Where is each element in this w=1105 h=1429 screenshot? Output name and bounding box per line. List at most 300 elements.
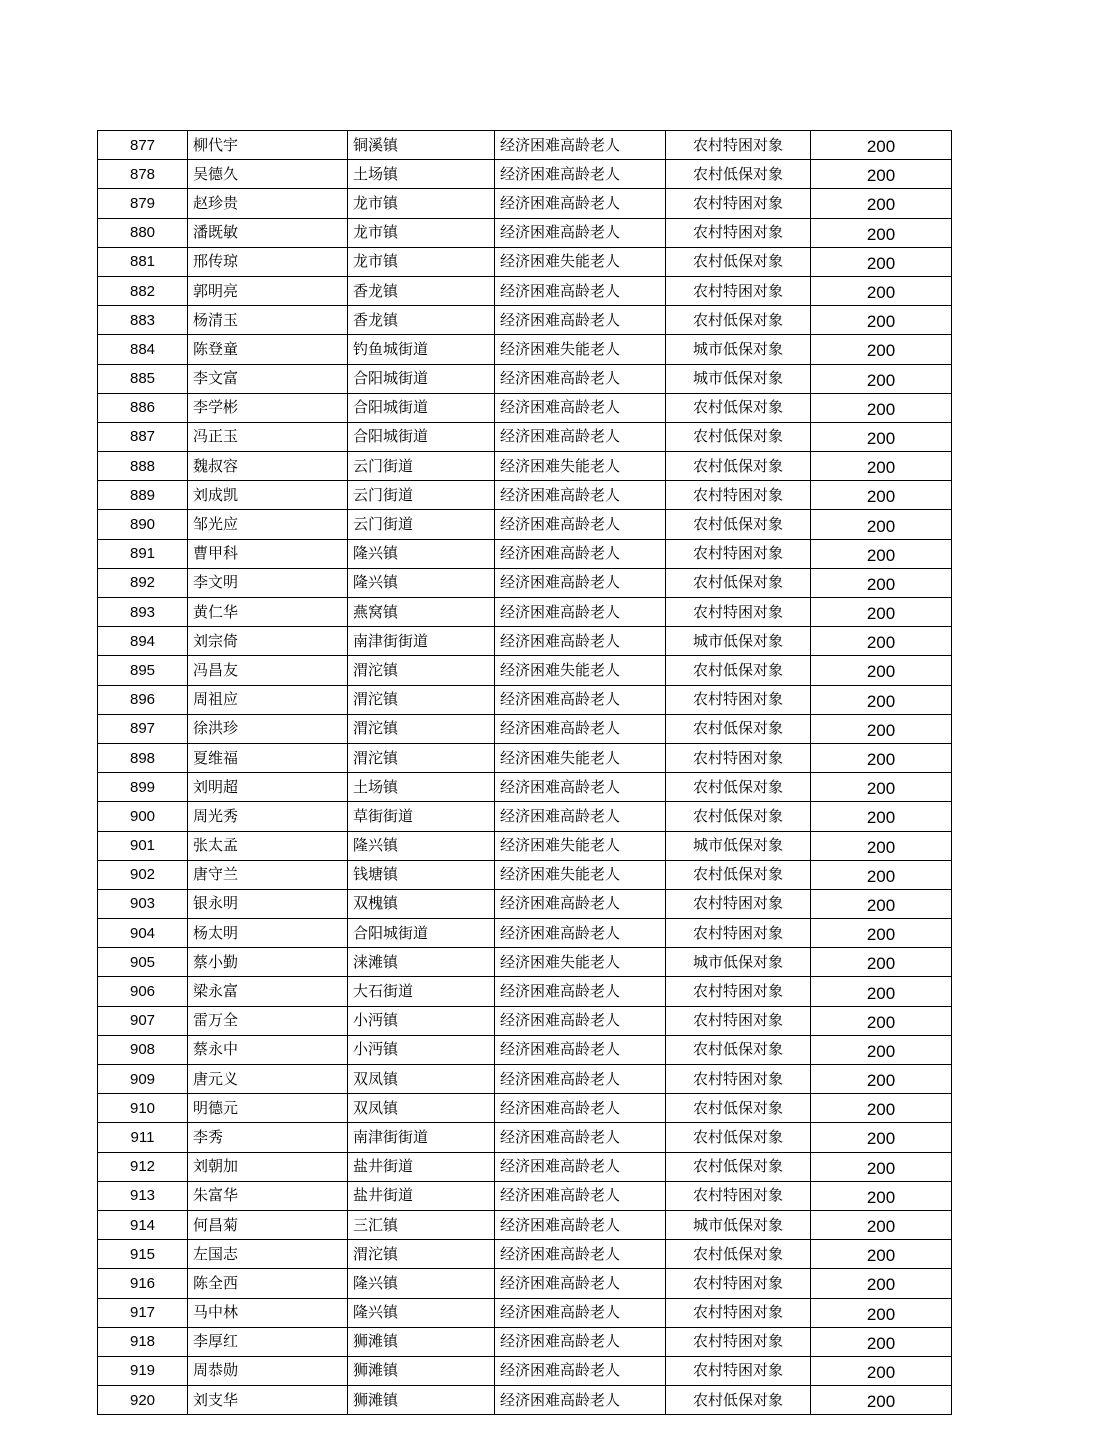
- cell-serial-number: 907: [98, 1006, 188, 1035]
- cell-subsidy-type: 经济困难高龄老人: [495, 160, 666, 189]
- cell-subsidy-type: 经济困难高龄老人: [495, 598, 666, 627]
- cell-town: 香龙镇: [348, 276, 495, 305]
- table-row: [98, 481, 952, 510]
- cell-town: 狮滩镇: [348, 1356, 495, 1385]
- cell-serial-number: 893: [98, 598, 188, 627]
- cell-amount: 200: [811, 977, 952, 1006]
- cell-subsidy-type: 经济困难高龄老人: [495, 393, 666, 422]
- table-row: [98, 1298, 952, 1327]
- table-row: [98, 189, 952, 218]
- cell-name: 冯昌友: [188, 656, 348, 685]
- cell-town: 龙市镇: [348, 247, 495, 276]
- cell-amount: 200: [811, 1094, 952, 1123]
- cell-town: 草街街道: [348, 802, 495, 831]
- cell-category: 农村低保对象: [666, 1152, 811, 1181]
- cell-amount: 200: [811, 539, 952, 568]
- cell-amount: 200: [811, 1065, 952, 1094]
- cell-amount: 200: [811, 1152, 952, 1181]
- cell-name: 周祖应: [188, 685, 348, 714]
- cell-subsidy-type: 经济困难高龄老人: [495, 1181, 666, 1210]
- cell-town: 云门街道: [348, 510, 495, 539]
- cell-serial-number: 889: [98, 481, 188, 510]
- cell-town: 隆兴镇: [348, 1269, 495, 1298]
- cell-category: 农村低保对象: [666, 160, 811, 189]
- cell-serial-number: 898: [98, 743, 188, 772]
- table-row: [98, 422, 952, 451]
- cell-serial-number: 883: [98, 306, 188, 335]
- cell-serial-number: 911: [98, 1123, 188, 1152]
- cell-serial-number: 909: [98, 1065, 188, 1094]
- cell-amount: 200: [811, 656, 952, 685]
- cell-serial-number: 895: [98, 656, 188, 685]
- cell-town: 隆兴镇: [348, 568, 495, 597]
- cell-amount: 200: [811, 1035, 952, 1064]
- cell-amount: 200: [811, 1123, 952, 1152]
- table-row: [98, 539, 952, 568]
- cell-serial-number: 906: [98, 977, 188, 1006]
- cell-category: 农村特困对象: [666, 218, 811, 247]
- cell-category: 农村低保对象: [666, 1094, 811, 1123]
- cell-name: 李学彬: [188, 393, 348, 422]
- cell-town: 南津街街道: [348, 1123, 495, 1152]
- cell-category: 农村特困对象: [666, 481, 811, 510]
- table-row: [98, 1356, 952, 1385]
- cell-category: 农村低保对象: [666, 714, 811, 743]
- cell-category: 农村低保对象: [666, 773, 811, 802]
- cell-name: 唐元义: [188, 1065, 348, 1094]
- cell-serial-number: 887: [98, 422, 188, 451]
- cell-category: 农村特困对象: [666, 539, 811, 568]
- cell-category: 农村低保对象: [666, 568, 811, 597]
- cell-serial-number: 897: [98, 714, 188, 743]
- cell-subsidy-type: 经济困难高龄老人: [495, 481, 666, 510]
- cell-town: 三汇镇: [348, 1210, 495, 1239]
- cell-name: 刘宗倚: [188, 627, 348, 656]
- cell-serial-number: 888: [98, 452, 188, 481]
- cell-serial-number: 880: [98, 218, 188, 247]
- cell-subsidy-type: 经济困难高龄老人: [495, 1094, 666, 1123]
- cell-amount: 200: [811, 919, 952, 948]
- cell-town: 香龙镇: [348, 306, 495, 335]
- cell-subsidy-type: 经济困难高龄老人: [495, 1356, 666, 1385]
- table-row: [98, 276, 952, 305]
- cell-subsidy-type: 经济困难高龄老人: [495, 131, 666, 160]
- cell-subsidy-type: 经济困难高龄老人: [495, 1240, 666, 1269]
- cell-town: 隆兴镇: [348, 539, 495, 568]
- cell-name: 曹甲科: [188, 539, 348, 568]
- cell-category: 农村特困对象: [666, 1181, 811, 1210]
- cell-category: 农村低保对象: [666, 510, 811, 539]
- cell-name: 何昌菊: [188, 1210, 348, 1239]
- cell-category: 农村特困对象: [666, 977, 811, 1006]
- cell-amount: 200: [811, 568, 952, 597]
- cell-town: 涞滩镇: [348, 948, 495, 977]
- table-row: [98, 1065, 952, 1094]
- table-row: [98, 335, 952, 364]
- cell-town: 合阳城街道: [348, 422, 495, 451]
- cell-amount: 200: [811, 627, 952, 656]
- cell-serial-number: 901: [98, 831, 188, 860]
- cell-amount: 200: [811, 1240, 952, 1269]
- cell-category: 农村低保对象: [666, 452, 811, 481]
- cell-name: 银永明: [188, 889, 348, 918]
- cell-name: 刘成凯: [188, 481, 348, 510]
- table-row: [98, 364, 952, 393]
- cell-town: 渭沱镇: [348, 1240, 495, 1269]
- cell-amount: 200: [811, 1386, 952, 1415]
- cell-town: 双槐镇: [348, 889, 495, 918]
- cell-name: 陈全西: [188, 1269, 348, 1298]
- cell-category: 农村特困对象: [666, 276, 811, 305]
- cell-name: 魏叔容: [188, 452, 348, 481]
- table-row: [98, 1006, 952, 1035]
- cell-name: 唐守兰: [188, 860, 348, 889]
- cell-serial-number: 894: [98, 627, 188, 656]
- cell-name: 李厚红: [188, 1327, 348, 1356]
- cell-serial-number: 917: [98, 1298, 188, 1327]
- cell-amount: 200: [811, 714, 952, 743]
- cell-subsidy-type: 经济困难失能老人: [495, 335, 666, 364]
- cell-town: 云门街道: [348, 452, 495, 481]
- cell-town: 隆兴镇: [348, 831, 495, 860]
- cell-town: 合阳城街道: [348, 364, 495, 393]
- cell-name: 周光秀: [188, 802, 348, 831]
- cell-subsidy-type: 经济困难高龄老人: [495, 714, 666, 743]
- table-row: [98, 1152, 952, 1181]
- table-row: [98, 831, 952, 860]
- cell-town: 钓鱼城街道: [348, 335, 495, 364]
- table-row: [98, 802, 952, 831]
- cell-subsidy-type: 经济困难高龄老人: [495, 1269, 666, 1298]
- cell-subsidy-type: 经济困难高龄老人: [495, 1386, 666, 1415]
- cell-amount: 200: [811, 160, 952, 189]
- table-row: [98, 1035, 952, 1064]
- cell-category: 城市低保对象: [666, 1210, 811, 1239]
- cell-serial-number: 885: [98, 364, 188, 393]
- cell-town: 合阳城街道: [348, 919, 495, 948]
- cell-name: 李文明: [188, 568, 348, 597]
- cell-subsidy-type: 经济困难失能老人: [495, 743, 666, 772]
- cell-amount: 200: [811, 510, 952, 539]
- cell-subsidy-type: 经济困难高龄老人: [495, 1035, 666, 1064]
- table-row: [98, 889, 952, 918]
- cell-category: 城市低保对象: [666, 335, 811, 364]
- table-row: [98, 860, 952, 889]
- cell-serial-number: 904: [98, 919, 188, 948]
- cell-amount: 200: [811, 685, 952, 714]
- cell-category: 城市低保对象: [666, 948, 811, 977]
- cell-name: 蔡永中: [188, 1035, 348, 1064]
- cell-subsidy-type: 经济困难高龄老人: [495, 627, 666, 656]
- cell-amount: 200: [811, 247, 952, 276]
- cell-category: 农村特困对象: [666, 1269, 811, 1298]
- cell-town: 双凤镇: [348, 1094, 495, 1123]
- cell-serial-number: 890: [98, 510, 188, 539]
- cell-category: 农村特困对象: [666, 1298, 811, 1327]
- cell-name: 雷万全: [188, 1006, 348, 1035]
- cell-category: 农村低保对象: [666, 802, 811, 831]
- cell-amount: 200: [811, 743, 952, 772]
- table-row: [98, 1240, 952, 1269]
- cell-serial-number: 878: [98, 160, 188, 189]
- cell-category: 农村低保对象: [666, 1123, 811, 1152]
- cell-category: 农村特困对象: [666, 1356, 811, 1385]
- cell-name: 赵珍贵: [188, 189, 348, 218]
- table-row: [98, 1181, 952, 1210]
- cell-amount: 200: [811, 889, 952, 918]
- cell-amount: 200: [811, 481, 952, 510]
- table-row: [98, 1094, 952, 1123]
- cell-name: 周恭勋: [188, 1356, 348, 1385]
- cell-subsidy-type: 经济困难高龄老人: [495, 773, 666, 802]
- cell-serial-number: 896: [98, 685, 188, 714]
- cell-serial-number: 912: [98, 1152, 188, 1181]
- cell-town: 燕窝镇: [348, 598, 495, 627]
- table-row: [98, 656, 952, 685]
- cell-amount: 200: [811, 1210, 952, 1239]
- table-row: [98, 306, 952, 335]
- cell-amount: 200: [811, 598, 952, 627]
- cell-name: 柳代宇: [188, 131, 348, 160]
- cell-subsidy-type: 经济困难失能老人: [495, 831, 666, 860]
- cell-serial-number: 879: [98, 189, 188, 218]
- cell-serial-number: 916: [98, 1269, 188, 1298]
- cell-town: 钱塘镇: [348, 860, 495, 889]
- cell-category: 农村低保对象: [666, 656, 811, 685]
- cell-serial-number: 913: [98, 1181, 188, 1210]
- table-row: [98, 714, 952, 743]
- cell-subsidy-type: 经济困难高龄老人: [495, 276, 666, 305]
- cell-subsidy-type: 经济困难高龄老人: [495, 539, 666, 568]
- cell-amount: 200: [811, 1006, 952, 1035]
- cell-category: 农村特困对象: [666, 743, 811, 772]
- cell-town: 盐井街道: [348, 1181, 495, 1210]
- cell-category: 农村低保对象: [666, 1386, 811, 1415]
- cell-amount: 200: [811, 189, 952, 218]
- cell-category: 农村特困对象: [666, 131, 811, 160]
- table-row: [98, 1386, 952, 1415]
- table-row: [98, 452, 952, 481]
- cell-amount: 200: [811, 422, 952, 451]
- table-row: [98, 160, 952, 189]
- cell-subsidy-type: 经济困难高龄老人: [495, 422, 666, 451]
- cell-amount: 200: [811, 1356, 952, 1385]
- cell-serial-number: 891: [98, 539, 188, 568]
- cell-category: 农村特困对象: [666, 919, 811, 948]
- cell-amount: 200: [811, 860, 952, 889]
- cell-category: 城市低保对象: [666, 364, 811, 393]
- cell-name: 梁永富: [188, 977, 348, 1006]
- cell-town: 渭沱镇: [348, 743, 495, 772]
- cell-name: 郭明亮: [188, 276, 348, 305]
- cell-subsidy-type: 经济困难高龄老人: [495, 1152, 666, 1181]
- cell-name: 朱富华: [188, 1181, 348, 1210]
- cell-name: 明德元: [188, 1094, 348, 1123]
- cell-subsidy-type: 经济困难高龄老人: [495, 1123, 666, 1152]
- cell-subsidy-type: 经济困难高龄老人: [495, 1327, 666, 1356]
- table-row: [98, 948, 952, 977]
- cell-subsidy-type: 经济困难高龄老人: [495, 1006, 666, 1035]
- cell-town: 土场镇: [348, 160, 495, 189]
- cell-town: 铜溪镇: [348, 131, 495, 160]
- cell-serial-number: 877: [98, 131, 188, 160]
- cell-amount: 200: [811, 131, 952, 160]
- cell-serial-number: 882: [98, 276, 188, 305]
- cell-subsidy-type: 经济困难高龄老人: [495, 919, 666, 948]
- cell-serial-number: 881: [98, 247, 188, 276]
- cell-serial-number: 886: [98, 393, 188, 422]
- table-row: [98, 568, 952, 597]
- table-row: [98, 685, 952, 714]
- cell-amount: 200: [811, 218, 952, 247]
- table-row: [98, 1123, 952, 1152]
- cell-amount: 200: [811, 1269, 952, 1298]
- cell-category: 农村低保对象: [666, 1035, 811, 1064]
- cell-name: 刘支华: [188, 1386, 348, 1415]
- cell-town: 隆兴镇: [348, 1298, 495, 1327]
- cell-amount: 200: [811, 276, 952, 305]
- table-row: [98, 743, 952, 772]
- cell-town: 龙市镇: [348, 218, 495, 247]
- cell-category: 农村特困对象: [666, 889, 811, 918]
- cell-category: 农村低保对象: [666, 422, 811, 451]
- cell-town: 双凤镇: [348, 1065, 495, 1094]
- table-row: [98, 131, 952, 160]
- table-row: [98, 1269, 952, 1298]
- cell-name: 冯正玉: [188, 422, 348, 451]
- table-row: [98, 218, 952, 247]
- cell-town: 狮滩镇: [348, 1386, 495, 1415]
- cell-name: 李秀: [188, 1123, 348, 1152]
- cell-subsidy-type: 经济困难高龄老人: [495, 802, 666, 831]
- cell-name: 李文富: [188, 364, 348, 393]
- cell-name: 杨太明: [188, 919, 348, 948]
- table-row: [98, 773, 952, 802]
- cell-name: 邹光应: [188, 510, 348, 539]
- cell-amount: 200: [811, 393, 952, 422]
- cell-name: 蔡小勤: [188, 948, 348, 977]
- cell-town: 云门街道: [348, 481, 495, 510]
- cell-category: 城市低保对象: [666, 831, 811, 860]
- cell-amount: 200: [811, 831, 952, 860]
- table-row: [98, 627, 952, 656]
- cell-amount: 200: [811, 1327, 952, 1356]
- cell-serial-number: 899: [98, 773, 188, 802]
- cell-town: 南津街街道: [348, 627, 495, 656]
- cell-subsidy-type: 经济困难高龄老人: [495, 1210, 666, 1239]
- cell-category: 农村特困对象: [666, 598, 811, 627]
- cell-amount: 200: [811, 1298, 952, 1327]
- cell-name: 刘明超: [188, 773, 348, 802]
- cell-category: 农村低保对象: [666, 1240, 811, 1269]
- cell-category: 农村特困对象: [666, 189, 811, 218]
- cell-name: 杨清玉: [188, 306, 348, 335]
- subsidy-table: [97, 130, 952, 1415]
- table-body: [98, 131, 952, 1415]
- cell-subsidy-type: 经济困难失能老人: [495, 948, 666, 977]
- cell-serial-number: 905: [98, 948, 188, 977]
- cell-town: 合阳城街道: [348, 393, 495, 422]
- cell-serial-number: 920: [98, 1386, 188, 1415]
- table-row: [98, 247, 952, 276]
- cell-category: 农村特困对象: [666, 685, 811, 714]
- cell-amount: 200: [811, 306, 952, 335]
- cell-subsidy-type: 经济困难高龄老人: [495, 1298, 666, 1327]
- cell-category: 农村低保对象: [666, 860, 811, 889]
- cell-serial-number: 915: [98, 1240, 188, 1269]
- table-row: [98, 919, 952, 948]
- cell-amount: 200: [811, 452, 952, 481]
- cell-subsidy-type: 经济困难高龄老人: [495, 306, 666, 335]
- cell-serial-number: 884: [98, 335, 188, 364]
- cell-subsidy-type: 经济困难失能老人: [495, 247, 666, 276]
- cell-subsidy-type: 经济困难高龄老人: [495, 218, 666, 247]
- cell-town: 盐井街道: [348, 1152, 495, 1181]
- cell-category: 农村低保对象: [666, 247, 811, 276]
- cell-serial-number: 900: [98, 802, 188, 831]
- cell-serial-number: 908: [98, 1035, 188, 1064]
- table-row: [98, 393, 952, 422]
- table-row: [98, 1327, 952, 1356]
- cell-subsidy-type: 经济困难高龄老人: [495, 685, 666, 714]
- table-row: [98, 510, 952, 539]
- cell-name: 马中林: [188, 1298, 348, 1327]
- cell-amount: 200: [811, 335, 952, 364]
- cell-name: 徐洪珍: [188, 714, 348, 743]
- cell-town: 土场镇: [348, 773, 495, 802]
- cell-subsidy-type: 经济困难失能老人: [495, 656, 666, 685]
- cell-town: 小沔镇: [348, 1035, 495, 1064]
- cell-serial-number: 914: [98, 1210, 188, 1239]
- cell-subsidy-type: 经济困难高龄老人: [495, 1065, 666, 1094]
- cell-serial-number: 910: [98, 1094, 188, 1123]
- cell-amount: 200: [811, 802, 952, 831]
- cell-amount: 200: [811, 364, 952, 393]
- table-row: [98, 1210, 952, 1239]
- cell-name: 左国志: [188, 1240, 348, 1269]
- cell-serial-number: 919: [98, 1356, 188, 1385]
- cell-subsidy-type: 经济困难高龄老人: [495, 189, 666, 218]
- cell-serial-number: 902: [98, 860, 188, 889]
- cell-subsidy-type: 经济困难高龄老人: [495, 510, 666, 539]
- cell-name: 夏维福: [188, 743, 348, 772]
- cell-name: 潘既敏: [188, 218, 348, 247]
- cell-town: 渭沱镇: [348, 656, 495, 685]
- cell-name: 吴德久: [188, 160, 348, 189]
- cell-name: 邢传琼: [188, 247, 348, 276]
- cell-name: 黄仁华: [188, 598, 348, 627]
- cell-amount: 200: [811, 948, 952, 977]
- cell-category: 农村特困对象: [666, 1327, 811, 1356]
- cell-town: 龙市镇: [348, 189, 495, 218]
- cell-subsidy-type: 经济困难失能老人: [495, 860, 666, 889]
- cell-town: 狮滩镇: [348, 1327, 495, 1356]
- cell-subsidy-type: 经济困难高龄老人: [495, 889, 666, 918]
- cell-serial-number: 918: [98, 1327, 188, 1356]
- cell-name: 张太孟: [188, 831, 348, 860]
- cell-category: 农村特困对象: [666, 1006, 811, 1035]
- cell-category: 农村低保对象: [666, 393, 811, 422]
- cell-town: 大石街道: [348, 977, 495, 1006]
- cell-subsidy-type: 经济困难高龄老人: [495, 364, 666, 393]
- cell-category: 农村特困对象: [666, 1065, 811, 1094]
- cell-town: 渭沱镇: [348, 685, 495, 714]
- cell-town: 小沔镇: [348, 1006, 495, 1035]
- cell-name: 陈登童: [188, 335, 348, 364]
- cell-subsidy-type: 经济困难失能老人: [495, 452, 666, 481]
- cell-subsidy-type: 经济困难高龄老人: [495, 977, 666, 1006]
- cell-name: 刘朝加: [188, 1152, 348, 1181]
